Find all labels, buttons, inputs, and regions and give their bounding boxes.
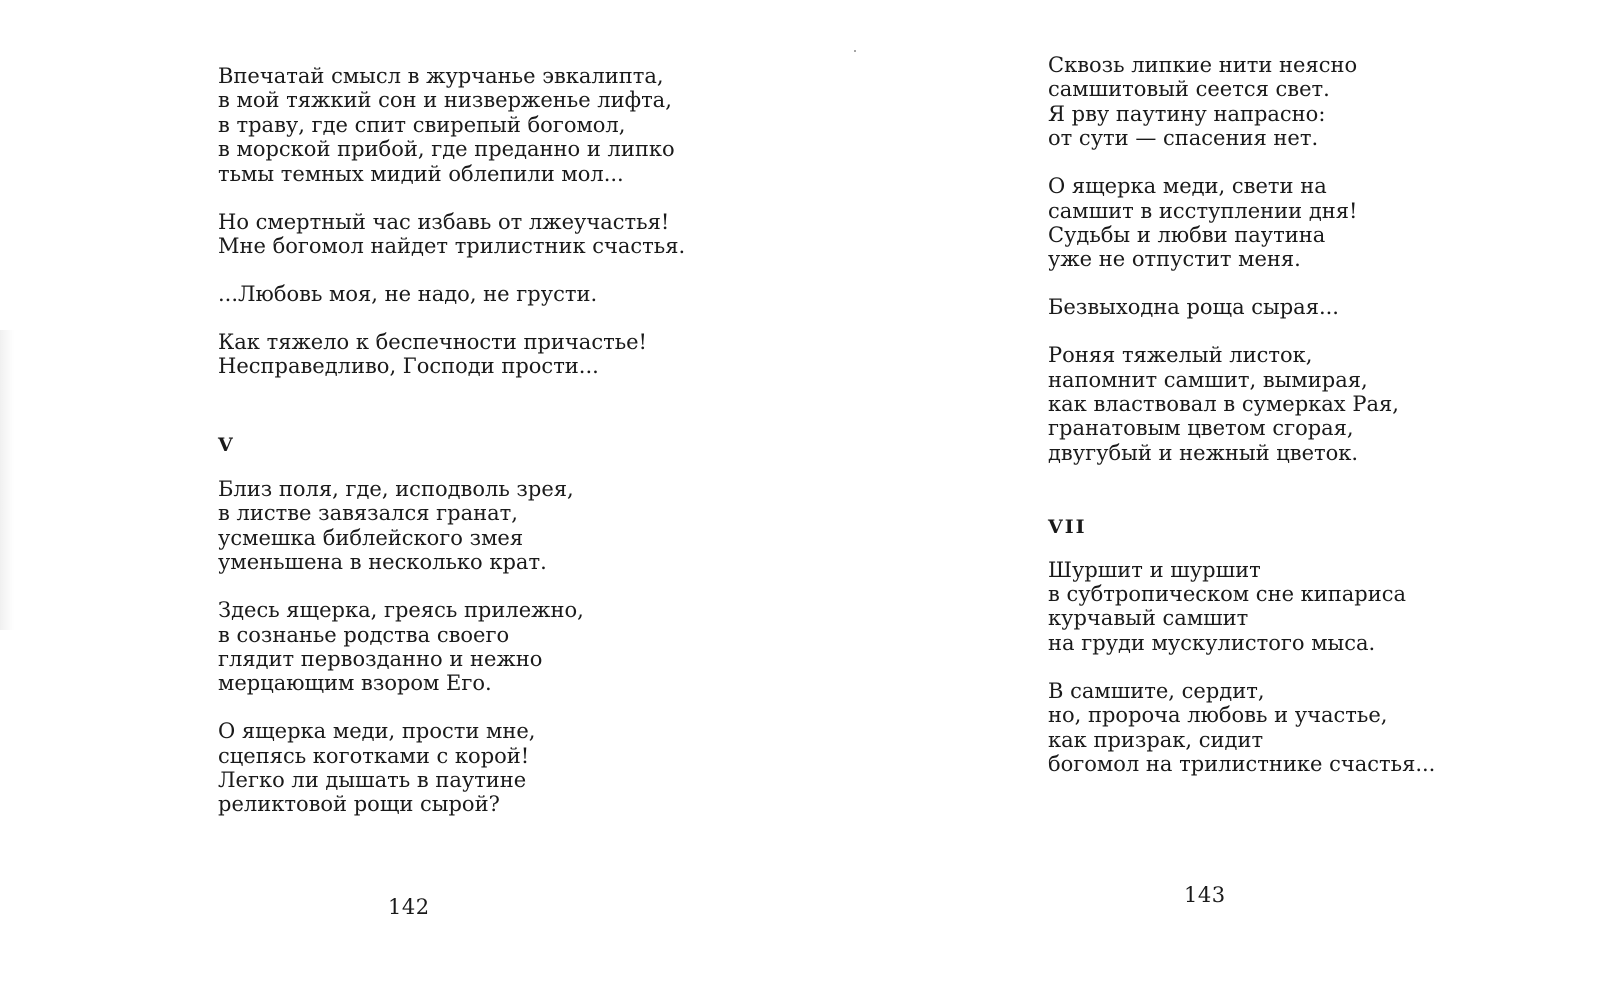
poem-line: напомнит самшит, вымирая, bbox=[1048, 367, 1368, 392]
poem-line: в субтропическом сне кипариса bbox=[1048, 582, 1407, 606]
poem-line: как призрак, сидит bbox=[1048, 727, 1264, 752]
section-heading: VII bbox=[1048, 516, 1087, 539]
right-page bbox=[806, 0, 1613, 992]
stanza bbox=[1048, 679, 1435, 777]
poem-line: Шуршит и шуршит bbox=[1048, 557, 1261, 582]
section-heading: V bbox=[218, 433, 235, 456]
stanza bbox=[218, 282, 685, 306]
poem-line: богомол на трилистнике счастья... bbox=[1048, 751, 1436, 776]
poem-line: как властвовал в сумерках Рая, bbox=[1048, 391, 1399, 416]
stanza bbox=[218, 330, 685, 379]
poem-line: в листве завязался гранат, bbox=[218, 501, 518, 526]
poem-line: В самшите, сердит, bbox=[1048, 678, 1265, 703]
page-number: 143 bbox=[1184, 883, 1226, 907]
poem-line: двугубый и нежный цветок. bbox=[1048, 440, 1359, 465]
poem-line: Здесь ящерка, греясь прилежно, bbox=[218, 598, 584, 623]
poem-line: Несправедливо, Господи прости... bbox=[218, 354, 599, 379]
poem-line: уже не отпустит меня. bbox=[1048, 247, 1301, 272]
poem-line: сцепясь коготками с корой! bbox=[218, 743, 530, 768]
poem-line: в морской прибой, где преданно и липко bbox=[218, 137, 675, 162]
stanza bbox=[218, 64, 685, 186]
poem-line: Как тяжело к беспечности причастье! bbox=[218, 329, 647, 354]
stanza bbox=[1048, 53, 1435, 151]
stanza bbox=[1048, 174, 1435, 272]
poem-line: Судьбы и любви паутина bbox=[1048, 222, 1326, 247]
poem-line: в мой тяжкий сон и низверженье лифта, bbox=[218, 88, 672, 113]
page-number: 142 bbox=[388, 895, 430, 919]
left-poem-text bbox=[218, 64, 685, 817]
poem-line: на груди мускулистого мыса. bbox=[1048, 630, 1376, 655]
poem-line: Легко ли дышать в паутине bbox=[218, 768, 527, 793]
poem-line: реликтовой рощи сырой? bbox=[218, 792, 500, 817]
poem-line: гранатовым цветом сгорая, bbox=[1048, 416, 1354, 441]
poem-line: Безвыходна роща сырая... bbox=[1048, 295, 1339, 320]
poem-line: глядит первозданно и нежно bbox=[218, 646, 543, 671]
poem-line: уменьшена в несколько крат. bbox=[218, 550, 547, 575]
poem-line: Но смертный час избавь от лжеучастья! bbox=[218, 209, 670, 234]
stanza bbox=[218, 598, 685, 696]
right-poem-text bbox=[1048, 53, 1435, 776]
poem-line: самшит в исступлении дня! bbox=[1048, 198, 1358, 223]
poem-line: Мне богомол найдет трилистник счастья. bbox=[218, 233, 686, 258]
stanza bbox=[218, 210, 685, 259]
poem-line: Впечатай смысл в журчанье эвкалипта, bbox=[218, 64, 664, 88]
poem-line: курчавый самшит bbox=[1048, 606, 1249, 631]
stanza bbox=[1048, 343, 1435, 465]
left-page bbox=[0, 0, 806, 992]
poem-line: от сути — спасения нет. bbox=[1048, 126, 1319, 151]
stanza bbox=[1048, 295, 1435, 319]
poem-line: но, пророча любовь и участье, bbox=[1048, 703, 1388, 728]
poem-line: ...Любовь моя, не надо, не грусти. bbox=[218, 281, 598, 306]
stanza bbox=[218, 477, 685, 575]
poem-line: О ящерка меди, прости мне, bbox=[218, 719, 536, 744]
poem-line: тьмы темных мидий облепили мол... bbox=[218, 161, 624, 186]
poem-line: Близ поля, где, исподволь зрея, bbox=[218, 476, 574, 501]
poem-line: Я рву паутину напрасно: bbox=[1048, 101, 1326, 126]
poem-line: мерцающим взором Его. bbox=[218, 671, 492, 696]
poem-line: Сквозь липкие нити неясно bbox=[1048, 53, 1358, 77]
poem-line: Роняя тяжелый листок, bbox=[1048, 343, 1313, 368]
stanza bbox=[1048, 558, 1435, 656]
poem-line: в сознанье родства своего bbox=[218, 622, 510, 647]
poem-line: усмешка библейского змея bbox=[218, 525, 524, 550]
poem-line: в траву, где спит свирепый богомол, bbox=[218, 112, 626, 137]
poem-line: О ящерка меди, свети на bbox=[1048, 174, 1327, 199]
stanza bbox=[218, 719, 685, 817]
page-edge-shadow bbox=[0, 330, 14, 630]
poem-line: самшитовый сеется свет. bbox=[1048, 77, 1330, 102]
